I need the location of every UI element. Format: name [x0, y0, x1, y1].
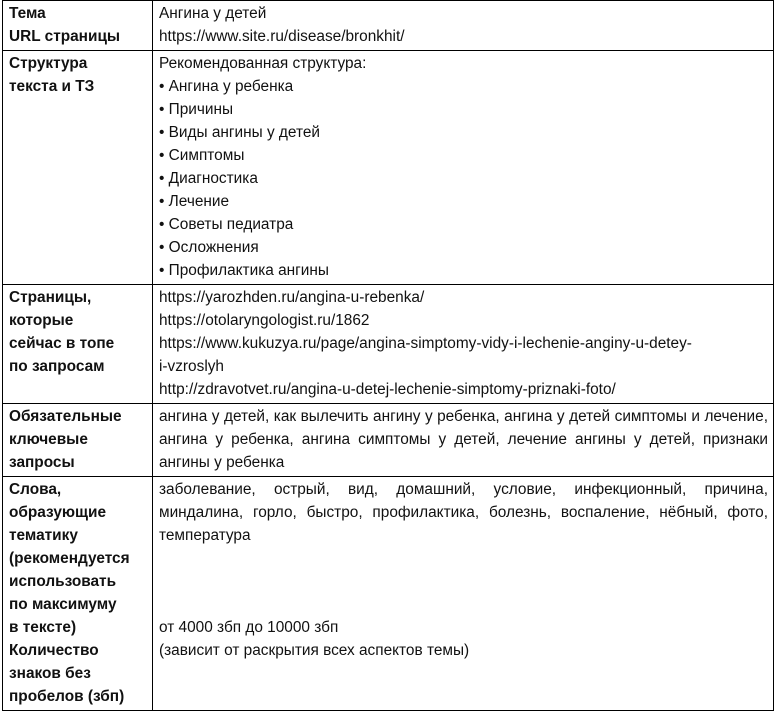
required-queries-text: ангина у детей, как вылечить ангину у ребенка, ангина у детей симптомы и лечение, ангина у ребенка, ангина симптомы у детей, лечение ангины у детей, признаки ангины у ребенка [159, 408, 768, 471]
topic-url-value-cell [153, 1, 774, 51]
structure-item: • Осложнения [159, 236, 768, 259]
theme-words-label-line: тематику [9, 527, 78, 544]
row-theme-words-and-count [3, 477, 774, 711]
char-count-label-line: знаков без [9, 665, 91, 682]
top-pages-label-line: Страницы, [9, 289, 92, 306]
theme-words-label-line: образующие [9, 504, 107, 521]
top-page-url: https://yarozhden.ru/angina-u-rebenka/ [159, 289, 425, 306]
theme-words-label-cell [3, 477, 153, 711]
seo-brief-table [2, 0, 774, 711]
required-queries-label-line: запросы [9, 454, 75, 471]
char-count-label-line: пробелов (збп) [9, 688, 125, 705]
structure-intro: Рекомендованная структура: [159, 55, 367, 72]
theme-words-label-line: использовать [9, 573, 117, 590]
top-pages-label-line: сейчас в топе [9, 335, 115, 352]
structure-item: • Диагностика [159, 167, 768, 190]
row-required-queries [3, 404, 774, 477]
structure-value-cell [153, 51, 774, 285]
row-topic-url [3, 1, 774, 51]
top-page-url: http://zdravotvet.ru/angina-u-detej-lechenie-simptomy-priznaki-foto/ [159, 381, 616, 398]
structure-item: • Профилактика ангины [159, 259, 768, 282]
structure-label-line: Структура [9, 55, 88, 72]
structure-label-line: текста и ТЗ [9, 78, 95, 95]
structure-item: • Советы педиатра [159, 213, 768, 236]
topic-label: Тема [9, 5, 46, 22]
top-page-url-continuation: i-vzroslyh [159, 358, 224, 375]
top-pages-label-line: по запросам [9, 358, 105, 375]
structure-item: • Симптомы [159, 144, 768, 167]
structure-item: • Ангина у ребенка [159, 75, 768, 98]
structure-item: • Причины [159, 98, 768, 121]
structure-item: • Виды ангины у детей [159, 121, 768, 144]
char-count-range: от 4000 збп до 10000 збп [159, 619, 339, 636]
top-pages-value-cell [153, 285, 774, 404]
structure-item: • Лечение [159, 190, 768, 213]
top-page-url: https://www.kukuzya.ru/page/angina-simptomy-vidy-i-lechenie-anginy-u-detey- [159, 335, 692, 352]
theme-words-text: заболевание, острый, вид, домашний, условие, инфекционный, причина, миндалина, горло, быстро, профилактика, болезнь, воспаление, нёбный, фото, температура [159, 481, 768, 544]
url-value: https://www.site.ru/disease/bronkhit/ [159, 28, 405, 45]
required-queries-label-cell [3, 404, 153, 477]
top-pages-label-line: которые [9, 312, 74, 329]
required-queries-label-line: Обязательные [9, 408, 122, 425]
structure-label-cell [3, 51, 153, 285]
theme-words-label-line: (рекомендуется [9, 550, 130, 567]
top-page-url: https://otolaryngologist.ru/1862 [159, 312, 370, 329]
required-queries-value-cell [153, 404, 774, 477]
row-structure [3, 51, 774, 285]
spacer [159, 547, 768, 616]
row-top-pages [3, 285, 774, 404]
char-count-note: (зависит от раскрытия всех аспектов темы) [159, 642, 470, 659]
url-label: URL страницы [9, 28, 121, 45]
topic-url-label-cell [3, 1, 153, 51]
required-queries-label-line: ключевые [9, 431, 88, 448]
char-count-label-line: Количество [9, 642, 99, 659]
theme-words-label-line: по максимуму [9, 596, 117, 613]
theme-words-value-cell [153, 477, 774, 711]
topic-value: Ангина у детей [159, 5, 267, 22]
theme-words-label-line: в тексте) [9, 619, 77, 636]
theme-words-label-line: Слова, [9, 481, 62, 498]
top-pages-label-cell [3, 285, 153, 404]
